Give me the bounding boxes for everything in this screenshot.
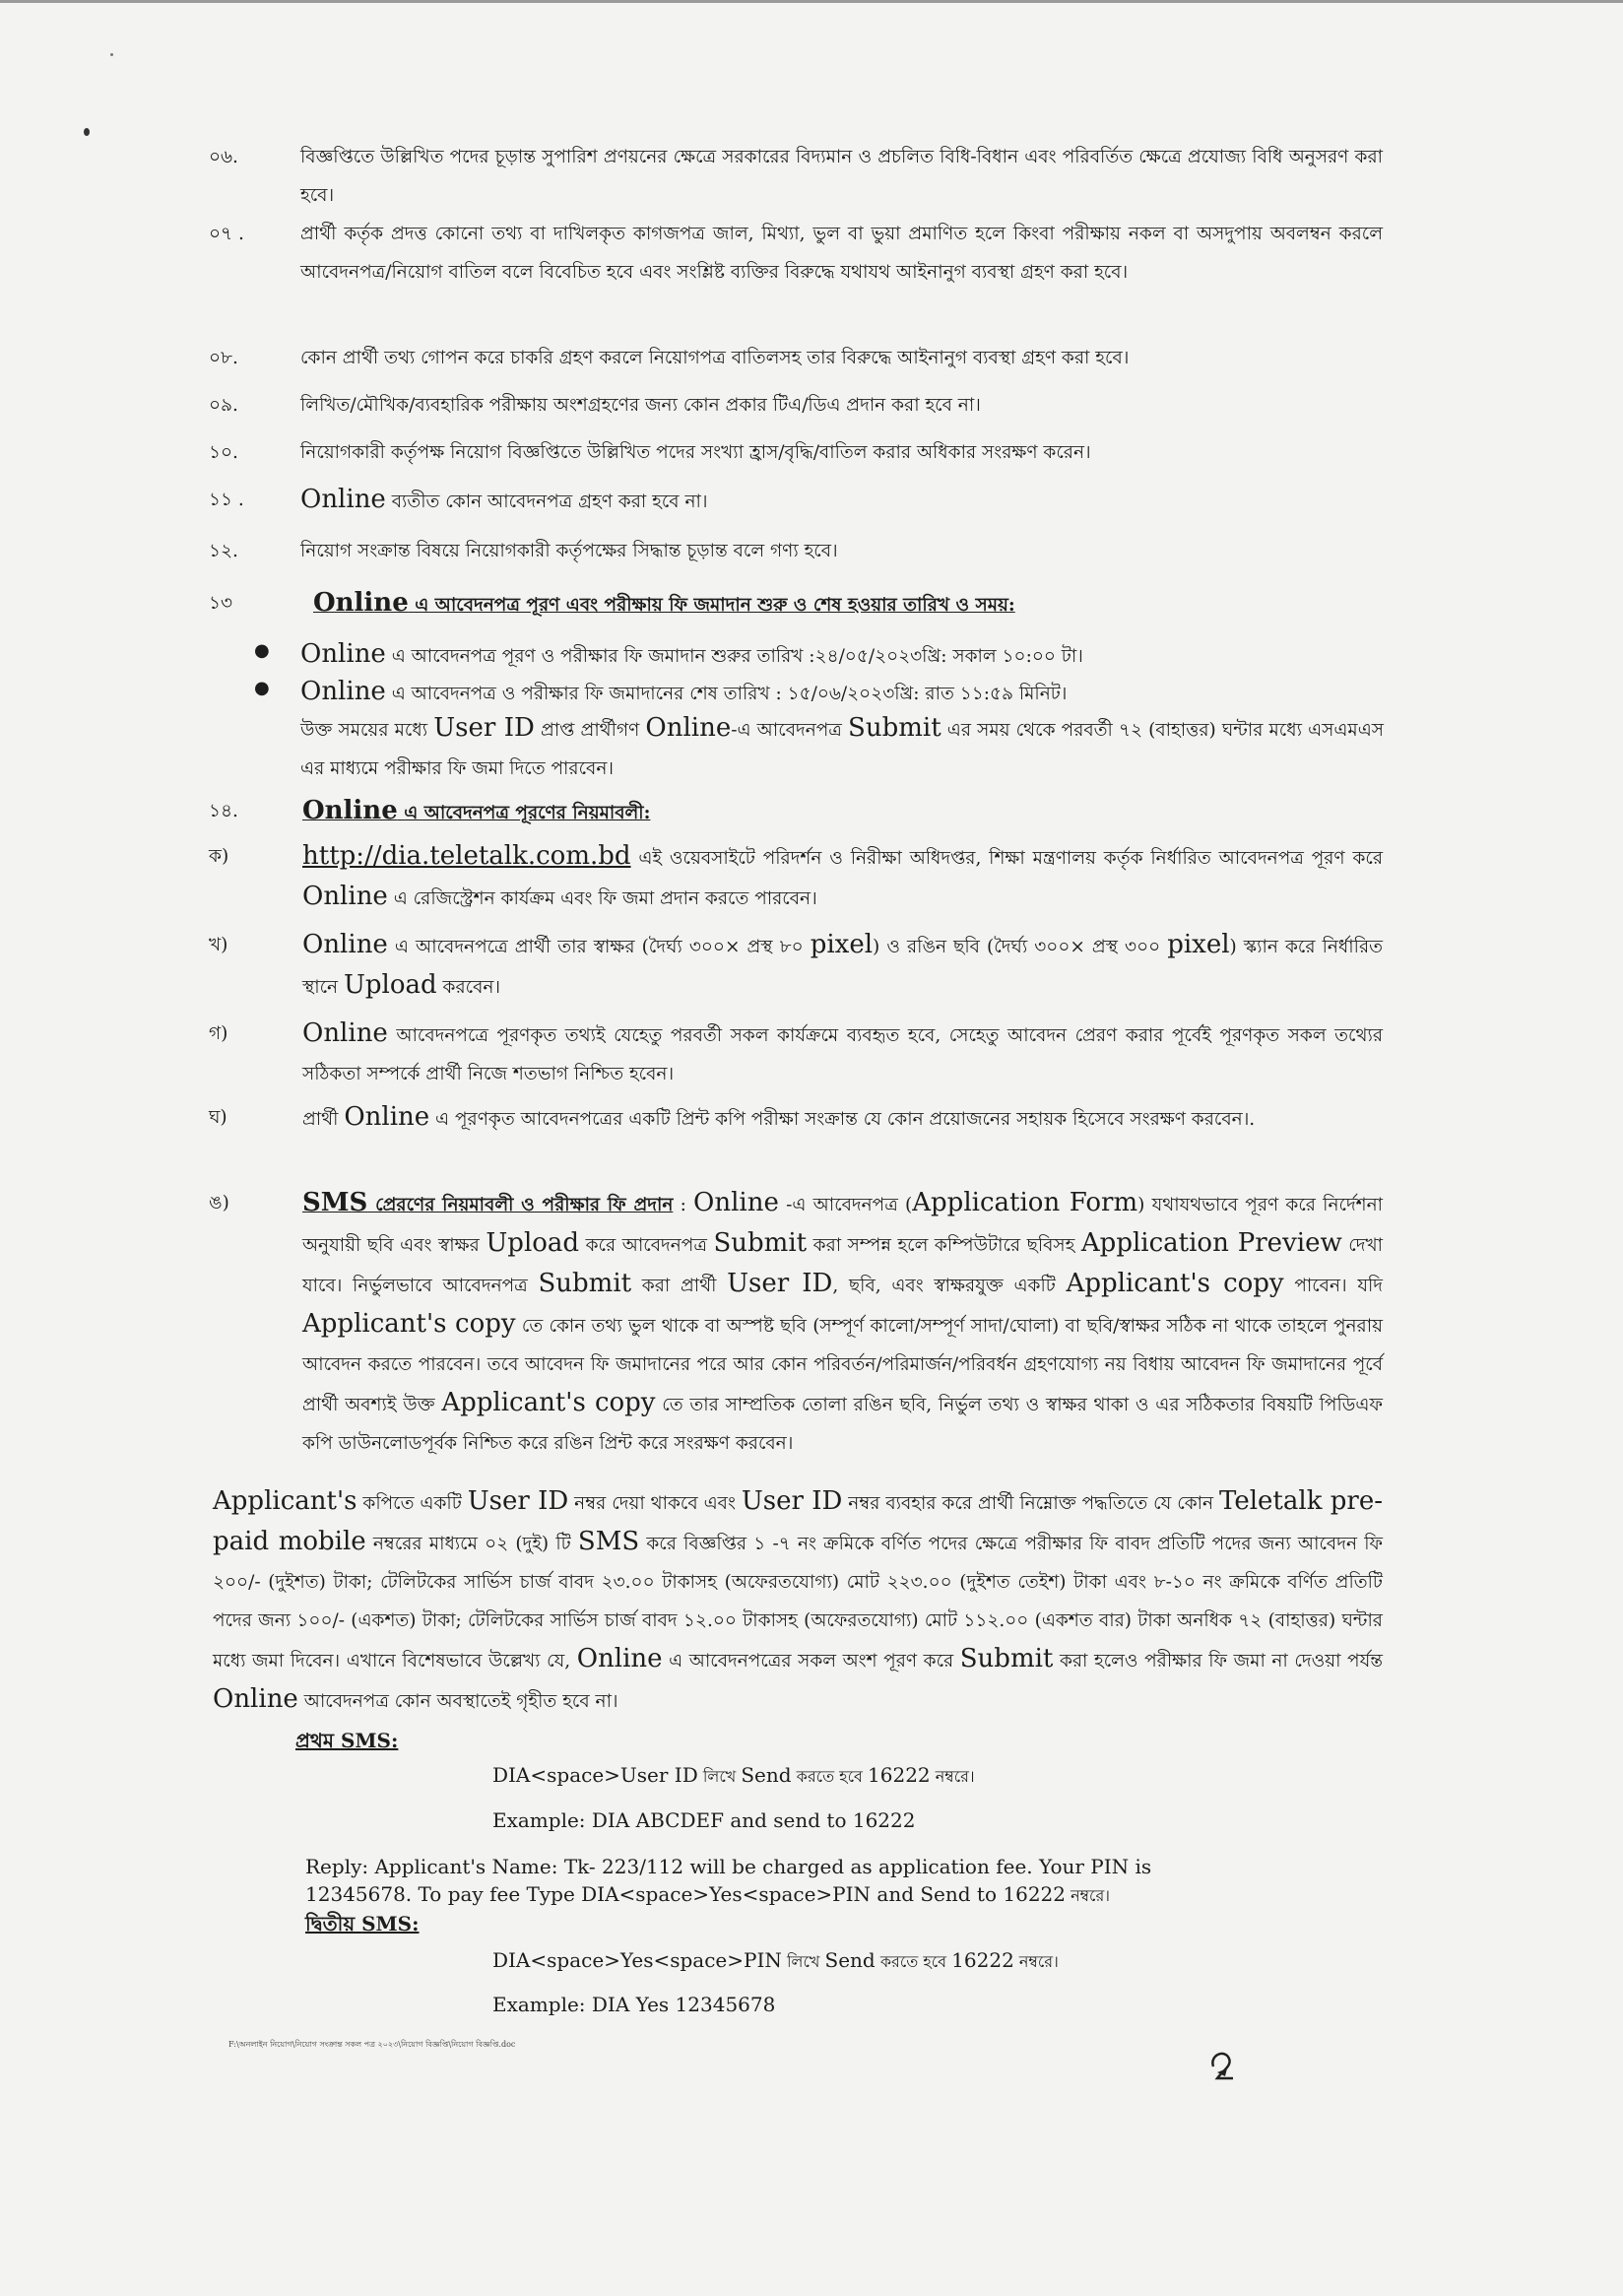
applicant-copy-term: Applicant's copy [1066,1269,1284,1298]
handwritten-page-mark-icon [1203,2047,1243,2090]
paragraph-text: নম্বর ব্যবহার করে প্রার্থী নিম্নোক্ত পদ্ধতিতে যে কোন [842,1493,1220,1514]
online-term: Online [576,1644,663,1673]
rule-gha [209,1098,1383,1177]
rule-text-part: তে তার সাম্প্রতিক তোলা রঙিন ছবি, নির্ভুল তথ্য ও স্বাক্ষর থাকা ও এর সঠিকতার বিষয়টি পিডিএফ কপি ডাউনলোডপূর্বক নিশ্চিত করে রঙিন প্রিন্ট করে সংরক্ষণ করবেন। [302,1395,1383,1454]
item-text: লিখিত/মৌখিক/ব্যবহারিক পরীক্ষায় অংশগ্রহণের জন্য কোন প্রকার টিএ/ডিএ প্রদান করা হবে না। [300,395,981,416]
rule-text-part: : [673,1195,694,1215]
paragraph-text: কপিতে একটি [357,1493,468,1514]
item-number: ০৯. [209,395,238,416]
paragraph-text: করা হলেও পরীক্ষার ফি জমা না দেওয়া পর্যন্ত [1053,1651,1383,1672]
item-text-rest: ব্যতীত কোন আবেদনপত্র গ্রহণ করা হবে না। [385,492,708,512]
applicant-copy-term: Applicant's copy [441,1388,656,1417]
sms-text: করতে হবে [875,1952,952,1971]
section-number: ১৩ [209,593,233,614]
paragraph-text: করে বিজ্ঞপ্তির ১ -৭ নং ক্রমিকে বর্ণিত পদের ক্ষেত্রে পরীক্ষার ফি বাবদ প্রতিটি পদের জন্য আবেদন ফি ২০০/- (দুইশত) টাকা; টেলিটকের সার্ভিস চার্জ বাবদ ২৩.০০ টাকাসহ (অফেরতযোগ্য) মোট ২২৩.০০ (দুইশত তেইশ) টাকা এবং ৮-১০ নং ক্রমিকে বর্ণিত প্রতিটি পদের জন্য ১০০/- (একশত) টাকা; টেলিটকের সার্ভিস চার্জ বাবদ ১২.০০ টাকাসহ (অফেরতযোগ্য) মোট ১১২.০০ (একশত বার) টাকা অনধিক ৭২ (বাহাত্তর) ঘন্টার মধ্যে জমা দিবেন। এখানে বিশেষভাবে উল্লেখ্য যে, [213,1534,1384,1672]
rule-text-part: , ছবি, এবং স্বাক্ষরযুক্ত একটি [832,1276,1067,1296]
online-term: Online [300,639,386,669]
rule-ka [209,837,1383,916]
rule-text [302,1015,1383,1093]
sms-text: লিখে [781,1952,825,1971]
rule-text-part: করা সম্পন্ন হলে কম্পিউটারে ছবিসহ [807,1235,1081,1256]
item-text [300,481,1383,521]
sms-term: SMS [302,1188,368,1217]
file-path-footer: F:\অনলাইন নিয়োগ\নিয়োগ সংক্রান্ত সকল পত্র ২০২৩\নিয়োগ বিজ্ঞপ্তি\নিয়োগ বিজ্ঞপ্তি.doc [228,2040,516,2049]
item-text: বিজ্ঞপ্তিতে উল্লিখিত পদের চূড়ান্ত সুপারিশ প্রণয়নের ক্ষেত্রে সরকারের বিদ্যমান ও প্রচলিত বিধি-বিধান এবং পরিবর্তিত ক্ষেত্রে প্রযোজ্য বিধি অনুসরণ করা হবে। [300,147,1383,206]
online-term: Online [693,1188,779,1217]
rule-text-part: এ রেজিস্ট্রেশন কার্যক্রম এবং ফি জমা প্রদান করতে পারবেন। [387,888,817,909]
online-term: Online [313,588,409,618]
online-term: Online [302,1018,388,1048]
reply-text: 12345678. To pay fee Type DIA<space>Yes<space>PIN and Send to 16222 [305,1882,1066,1906]
rule-text-part: এই ওয়েবসাইটে পরিদর্শন ও নিরীক্ষা অধিদপ্তর, শিক্ষা মন্ত্রণালয় কর্তৃক নির্ধারিত আবেদনপত্র পূরণ করে [630,848,1383,869]
item-number: ১১ . [209,490,244,510]
submit-term: Submit [713,1228,808,1258]
rule-text-part: পাবেন। যদি [1283,1276,1383,1296]
paragraph-text: এ আবেদনপত্রের সকল অংশ পূরণ করে [662,1651,960,1672]
note-text: উক্ত সময়ের মধ্যে [300,720,434,741]
scan-speck [110,53,113,56]
item-text: কোন প্রার্থী তথ্য গোপন করে চাকরি গ্রহণ করলে নিয়োগপত্র বাতিলসহ তার বিরুদ্ধে আইনানুগ ব্যবস্থা গ্রহণ করা হবে। [300,348,1130,368]
online-term: Online [300,485,386,514]
item-number: ০৭ . [209,224,244,244]
submit-term: Submit [848,713,941,743]
top-border [0,0,1623,3]
sms-text: লিখে [697,1767,742,1786]
first-sms-command [492,1760,975,1792]
rule-number: ঘ) [209,1107,227,1128]
submit-term: Submit [538,1269,632,1298]
rule-number: ঙ) [209,1193,229,1214]
rule-uma [209,1184,1383,1470]
section-number: ১৪. [209,801,238,821]
label-bn: প্রথম [295,1729,341,1752]
item-number: ০৮. [209,348,238,368]
online-term: Online [302,930,388,959]
sms-number: 16222 [951,1948,1014,1972]
rule-text [302,837,1383,918]
rule-text-part: এ পূরণকৃত আবেদনপত্রের একটি প্রিন্ট কপি পরীক্ষা সংক্রান্ত যে কোন প্রয়োজনের সহায়ক হিসেবে সংরক্ষণ করবেন।. [429,1109,1256,1130]
sms-text: করতে হবে [791,1767,869,1786]
rule-text-part: করে আবেদনপত্র [579,1235,714,1256]
rule-number: খ) [209,935,228,955]
userid-term: User ID [741,1486,843,1516]
pixel-term: pixel [1167,930,1230,959]
pixel-term: pixel [810,930,874,959]
userid-term: User ID [467,1486,569,1516]
item-number: ০৬. [209,147,238,167]
teletalk-term: Teletalk pre-paid mobile [213,1486,1384,1556]
rule-text-part: তে কোন তথ্য ভুল থাকে বা অস্পষ্ট ছবি (সম্পূর্ণ কালো/সম্পূর্ণ সাদা/ঘোলা) বা ছবি/স্বাক্ষর সঠিক না থাকে তাহলে পুনরায় আবেদন করতে পারবেন। তবে আবেদন ফি জমাদানের পরে আর কোন পরিবর্তন/পরিমার্জন/পরিবর্ধন গ্রহণযোগ্য নয় বিধায় আবেদন ফি জমাদানের পূর্বে প্রার্থী অবশ্যই উক্ত [302,1316,1383,1415]
teletalk-link[interactable]: http://dia.teletalk.com.bd [302,841,631,871]
first-sms-label [295,1726,398,1755]
label-bn: দ্বিতীয় [305,1912,362,1935]
application-preview-term: Application Preview [1080,1228,1342,1258]
rule-kha [209,926,1383,1005]
item-text: নিয়োগকারী কর্তৃপক্ষ নিয়োগ বিজ্ঞপ্তিতে উল্লিখিত পদের সংখ্যা হ্রাস/বৃদ্ধি/বাতিল করার অধিকার সংরক্ষণ করেন। [300,442,1091,463]
online-term: Online [645,713,732,743]
second-sms-command [492,1945,1059,1977]
label-en: SMS: [361,1912,420,1935]
rule-text [302,926,1383,1007]
rule-text-part: ) স্ক্যান করে নির্ধারিত স্থানে [302,937,1384,998]
sms-rules-heading [302,1188,674,1217]
rule-text-part: আবেদনপত্রে পূরণকৃত তথ্যই যেহেতু পরবর্তী সকল কার্যক্রমে ব্যবহৃত হবে, সেহেতু আবেদন প্রেরণ করার পূর্বেই পূরণকৃত সকল তথ্যের সঠিকতা সম্পর্কে প্রার্থী নিজে শতভাগ নিশ্চিত হবেন। [302,1025,1383,1084]
online-term: Online [302,882,388,911]
label-en: SMS: [340,1729,399,1752]
sms-payment-paragraph [213,1482,1383,1721]
upload-term: Upload [343,970,437,1000]
sms-command: DIA<space>User ID [492,1763,698,1787]
reply-line-2 [305,1879,1110,1911]
item-number: ১২. [209,541,238,561]
note-text: এর সময় থেকে পরবর্তী ৭২ (বাহাত্তর) ঘন্টার মধ্যে এসএমএস এর মাধ্যমে পরীক্ষার ফি জমা দিতে পারবেন। [300,720,1385,779]
userid-term: User ID [433,713,535,743]
sms-text: নম্বরে। [1013,1952,1059,1971]
rule-number: ক) [209,846,229,867]
sms-term: SMS [577,1527,640,1556]
paragraph-text: নম্বরের মাধ্যমে ০২ (দুই) টি [365,1534,578,1554]
rule-text-part: করা প্রার্থী [631,1276,728,1296]
rule-text [302,1184,1383,1463]
sms-text: Send [824,1948,876,1972]
online-term: Online [302,796,398,825]
rule-ga [209,1015,1383,1093]
rule-text-part: -এ আবেদনপত্র ( [778,1195,913,1215]
item-07 [209,215,1383,330]
scan-speck [84,128,90,136]
section-title [302,792,1383,832]
section-title-rest: এ আবেদনপত্র পূরণের নিয়মাবলী: [397,803,651,823]
submit-term: Submit [959,1644,1054,1673]
sms-text: নম্বরে। [930,1767,975,1786]
rule-text-part: এ আবেদনপত্রে প্রার্থী তার স্বাক্ষর (দৈর্ঘ্য ৩০০× প্রস্থ ৮০ [387,937,811,957]
section-title-rest: এ আবেদনপত্র পূরণ এবং পরীক্ষায় ফি জমাদান শুরু ও শেষ হওয়ার তারিখ ও সময়: [408,595,1015,616]
note-text: -এ আবেদনপত্র [731,720,849,741]
second-sms-example: Example: DIA Yes 12345678 [492,1993,776,2016]
reply-line-1: Reply: Applicant's Name: Tk- 223/112 will be charged as application fee. Your PIN is [305,1855,1152,1878]
userid-term: User ID [727,1269,833,1298]
application-form-term: Application Form [912,1188,1138,1217]
sms-command: DIA<space>Yes<space>PIN [492,1948,782,1972]
online-term: Online [300,677,386,706]
item-text: নিয়োগ সংক্রান্ত বিষয়ে নিয়োগকারী কর্তৃপক্ষের সিদ্ধান্ত চূড়ান্ত বলে গণ্য হবে। [300,541,838,561]
bullet-icon: ● [254,640,270,661]
online-term: Online [213,1684,298,1714]
paragraph-text: নম্বর দেয়া থাকবে এবং [568,1493,742,1514]
online-term: Online [344,1102,430,1132]
item-number: ১০. [209,442,238,463]
note-text: প্রাপ্ত প্রার্থীগণ [534,720,646,741]
item-06 [209,138,1383,215]
rule-number: গ) [209,1023,228,1044]
sms-text: Send [741,1763,792,1787]
fee-deadline-note [300,709,1384,788]
rule-text-part: ) যথাযথভাবে পূরণ করে নির্দেশনা অনুযায়ী ছবি এবং স্বাক্ষর [302,1195,1384,1256]
first-sms-example: Example: DIA ABCDEF and send to 16222 [492,1808,916,1832]
section-title [313,584,1383,624]
rule-text-part: প্রার্থী [302,1109,345,1130]
rule-text-part: করবেন। [436,977,501,998]
rule-text [302,1098,1383,1139]
paragraph-text: আবেদনপত্র কোন অবস্থাতেই গৃহীত হবে না। [297,1691,618,1712]
applicant-copy-term: Applicant's copy [302,1309,516,1339]
upload-term: Upload [486,1228,580,1258]
sms-number: 16222 [868,1763,931,1787]
sms-heading-text: প্রেরণের নিয়মাবলী ও পরীক্ষার ফি প্রদান [367,1195,674,1215]
reply-text: নম্বরে। [1066,1886,1111,1905]
rule-text-part: ) ও রঙিন ছবি (দৈর্ঘ্য ৩০০× প্রস্থ ৩০০ [873,937,1168,957]
bullet-icon: ● [254,678,270,698]
applicant-term: Applicant's [213,1486,357,1516]
item-text: প্রার্থী কর্তৃক প্রদত্ত কোনো তথ্য বা দাখিলকৃত কাগজপত্র জাল, মিথ্যা, ভুল বা ভুয়া প্রমাণিত হলে কিংবা পরীক্ষায় নকল বা অসদুপায় অবলম্বন করলে আবেদনপত্র/নিয়োগ বাতিল বলে বিবেচিত হবে এবং সংশ্লিষ্ট ব্যক্তির বিরুদ্ধে যথাযথ আইনানুগ ব্যবস্থা গ্রহণ করা হবে। [300,224,1383,283]
end-date-line [300,673,1384,713]
start-date-line [300,635,1384,676]
end-date-text: এ আবেদনপত্র ও পরীক্ষার ফি জমাদানের শেষ তারিখ : ১৫/০৬/২০২৩খ্রি: রাত ১১:৫৯ মিনিট। [385,684,1068,704]
rule-text-part: দেখা যাবে। নির্ভুলভাবে আবেদনপত্র [302,1235,1384,1296]
start-date-text: এ আবেদনপত্র পূরণ ও পরীক্ষার ফি জমাদান শুরুর তারিখ :২৪/০৫/২০২৩খ্রি: সকাল ১০:০০ টা। [385,646,1083,667]
second-sms-label [305,1909,420,1938]
